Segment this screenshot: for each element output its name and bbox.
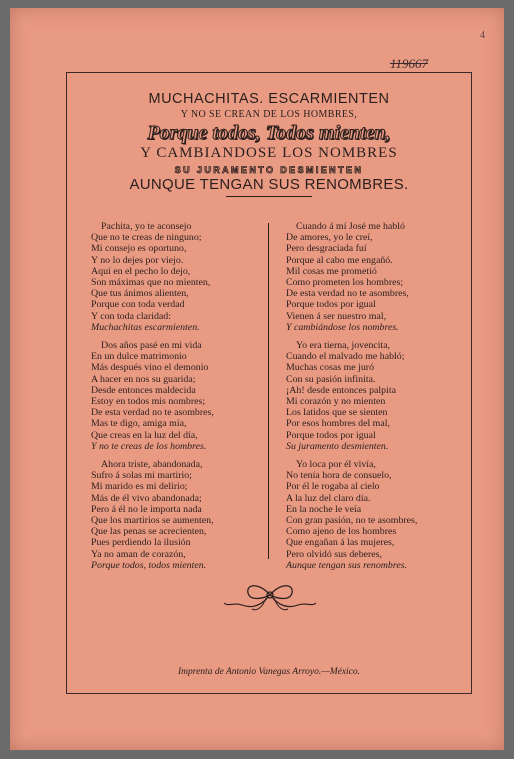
refrain-line: Su juramento desmienten.: [286, 440, 389, 452]
verse-line: Que los martirios se aumenten,: [91, 515, 214, 527]
title-line-3: Porque todos, Todos mienten,: [147, 122, 391, 144]
verse-line: Por él le rogaba al cielo: [286, 481, 380, 493]
verse-line: Mi corazón y no mienten: [286, 396, 386, 408]
imprint-line: Imprenta de Antonio Vanegas Arroyo.—México.: [177, 667, 361, 677]
stanza: [91, 340, 268, 452]
stanza: [286, 459, 469, 571]
verse-line: Y con toda claridad:: [91, 310, 171, 322]
verse-line: A hacer en nos su guarida;: [91, 373, 196, 385]
verse-line: Con gran pasión, no te asombres,: [286, 515, 418, 527]
verse-line: Más después vino el demonio: [91, 362, 209, 374]
verse-line: En la noche le veía: [286, 503, 362, 515]
stanza: [91, 459, 268, 571]
verse-line: Vienen á ser nuestro mal,: [286, 310, 387, 322]
verse-line: De amores, yo le creí,: [286, 232, 373, 244]
verse-line: Yo loca por él vivía,: [296, 459, 376, 471]
verse-line: Desde entonces maldecida: [91, 384, 196, 396]
verse-line: Mi consejo es oportuno,: [91, 243, 187, 255]
verse-line: Ahora triste, abandonada,: [101, 459, 203, 471]
verse-line: Y no lo dejes por viejo.: [91, 254, 184, 266]
title-line-6: AUNQUE TENGAN SUS RENOMBRES.: [129, 176, 409, 193]
verse-line: En un dulce matrimonio: [91, 351, 187, 363]
verse-line: Como ajeno de los hombres: [286, 526, 397, 538]
verse-line: Con su pasión infinita.: [286, 373, 376, 385]
corner-mark: 4: [480, 30, 485, 41]
verse-line: Dos años pasé en mi vida: [101, 340, 202, 352]
accession-number: 119667: [390, 56, 429, 71]
verse-line: ¡Ah! desde entonces palpita: [286, 384, 396, 396]
verse-line: Pero olvidó sus deberes,: [286, 548, 382, 560]
verse-line: No tenía hora de consuelo,: [286, 470, 392, 482]
verse-line: Como prometen los hombres;: [286, 277, 404, 289]
verse-line: Por esos hombres del mal,: [286, 418, 390, 430]
verse-line: Sufro á solas mi martirio;: [91, 470, 192, 482]
title-line-1: MUCHACHITAS. ESCARMIENTEN: [148, 91, 390, 107]
verse-line: Que las penas se acrecienten,: [91, 526, 207, 538]
verse-line: A la luz del claro día.: [286, 492, 371, 504]
verse-columns: [67, 221, 471, 578]
title-rule: [226, 196, 312, 197]
verse-line: Que creas en la luz del día,: [91, 429, 198, 441]
verse-line: Mas te digo, amiga mía,: [91, 418, 187, 430]
verse-line: Son máximas que no mienten,: [91, 277, 211, 289]
title-line-2: Y NO SE CREAN DE LOS HOMBRES,: [180, 109, 358, 120]
verse-line: Que engañan á las mujeres,: [286, 537, 395, 549]
verse-line: Porque todos por igual: [286, 299, 376, 311]
stanza: [286, 340, 469, 452]
verse-line: Que tus ánimos alienten,: [91, 288, 189, 300]
verse-line: Yo era tierna, jovencita,: [296, 340, 391, 352]
verse-line: Cuando á mí José me habló: [296, 221, 405, 232]
verse-line: Cuando el malvado me habló;: [286, 351, 405, 363]
verse-line: Que no te creas de ninguno;: [91, 232, 202, 244]
verse-line: Mil cosas me prometió: [286, 265, 377, 277]
verse-line: Porque todos por igual: [286, 429, 376, 441]
printed-frame: [66, 72, 472, 694]
left-column: [67, 221, 268, 578]
title-line-4: Y CAMBIANDOSE LOS NOMBRES: [140, 145, 398, 161]
verse-line: Porque con toda verdad: [91, 299, 185, 311]
verse-line: Aquí en el pecho lo dejo,: [91, 265, 191, 277]
verse-line: Pero desgraciada fuí: [286, 243, 367, 255]
title-line-5: SU JURAMENTO DESMIENTEN: [174, 165, 364, 175]
verse-line: Porque al cabo me engañó.: [286, 254, 393, 266]
right-column: [268, 221, 469, 578]
verse-line: De esta verdad no te asombres,: [286, 288, 409, 300]
ribbon-bow-icon: [222, 579, 318, 618]
title-block: [67, 91, 471, 197]
column-divider: [268, 223, 269, 559]
refrain-line: Y cambiándose los nombres.: [286, 321, 399, 333]
stanza: [91, 221, 268, 333]
verse-line: Pachita, yo te aconsejo: [101, 221, 192, 232]
refrain-line: Muchachitas escarmienten.: [91, 321, 200, 333]
verse-line: Pues perdiendo la ilusión: [91, 537, 191, 549]
verse-line: Mi marido es mi delirio;: [91, 481, 188, 493]
verse-line: Los latidos que se sienten: [286, 407, 388, 419]
verse-line: Ya no aman de corazón,: [91, 548, 186, 560]
broadside-sheet: [10, 8, 504, 750]
refrain-line: Porque todos, todos mienten.: [91, 559, 207, 571]
refrain-line: Aunque tengan sus renombres.: [286, 559, 408, 571]
refrain-line: Y no te creas de los hombres.: [91, 440, 207, 452]
verse-line: Pero á él no le importa nada: [91, 503, 202, 515]
verse-line: Más de él vivo abandonada;: [91, 492, 202, 504]
stanza: [286, 221, 469, 333]
verse-line: Muchas cosas me juró: [286, 362, 375, 374]
verse-line: Estoy en todos mis nombres;: [91, 396, 206, 408]
verse-line: De esta verdad no te asombres,: [91, 407, 214, 419]
